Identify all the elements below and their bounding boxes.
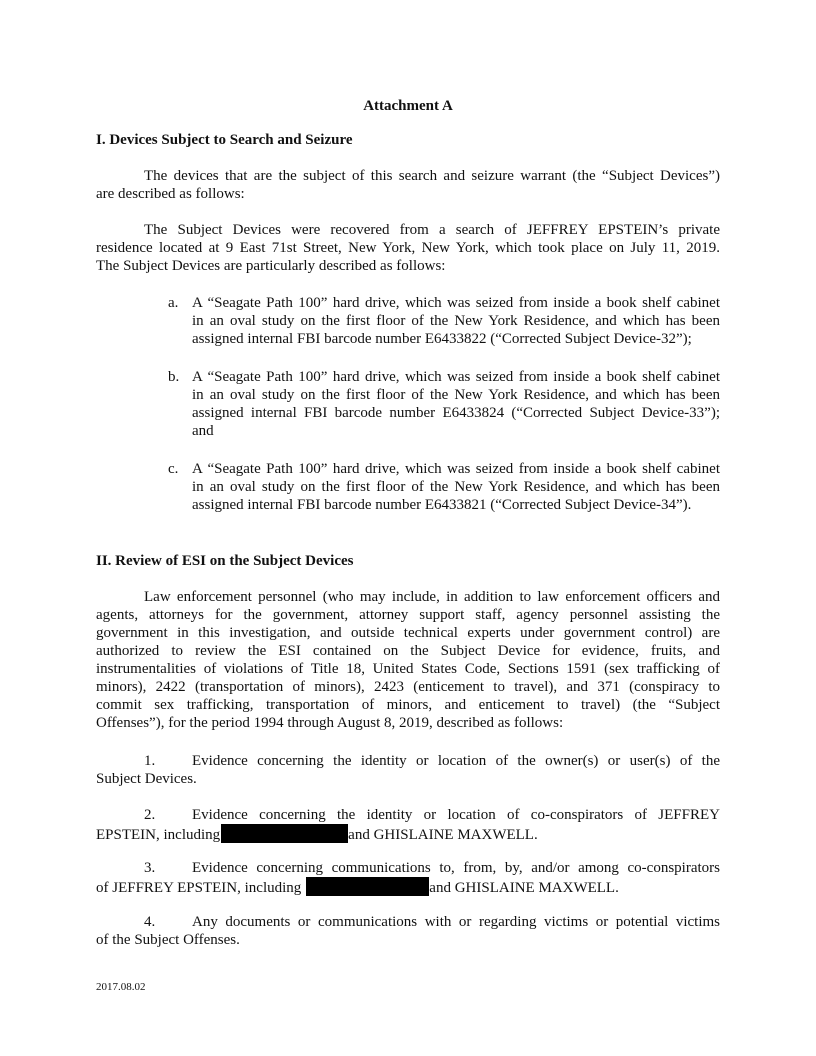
line-text: and GHISLAINE MAXWELL. — [348, 827, 538, 843]
line-text: EPSTEIN, including — [96, 827, 221, 843]
paragraph-line: government in this investigation, and outside technical experts under government control) are — [96, 625, 720, 641]
item-number: 3. — [144, 860, 156, 876]
item-marker: b. — [168, 369, 180, 385]
section-2-heading: II. Review of ESI on the Subject Devices — [96, 553, 354, 569]
paragraph-line: The devices that are the subject of this search and seizure warrant (the “Subject Devices”) — [144, 168, 720, 184]
item-line: Evidence concerning the identity or location of co-conspirators of JEFFREY — [192, 807, 720, 823]
paragraph-line: authorized to review the ESI contained on the Subject Device for evidence, fruits, and — [96, 643, 720, 659]
item-line: A “Seagate Path 100” hard drive, which was seized from inside a book shelf cabinet — [192, 369, 720, 385]
item-line: Subject Devices. — [96, 771, 197, 787]
paragraph-line: are described as follows: — [96, 186, 245, 202]
item-line: assigned internal FBI barcode number E6433824 (“Corrected Subject Device-33”); — [192, 405, 720, 421]
item-line: of the Subject Offenses. — [96, 932, 240, 948]
paragraph-line: The Subject Devices are particularly described as follows: — [96, 258, 446, 274]
item-line: assigned internal FBI barcode number E6433822 (“Corrected Subject Device-32”); — [192, 331, 692, 347]
item-number: 1. — [144, 753, 156, 769]
item-line: and — [192, 423, 214, 439]
item-line: Evidence concerning the identity or location of the owner(s) or user(s) of the — [192, 753, 720, 769]
page-title: Attachment A — [363, 98, 453, 114]
item-marker: a. — [168, 295, 179, 311]
item-number: 4. — [144, 914, 156, 930]
item-marker: c. — [168, 461, 179, 477]
item-line: in an oval study on the first floor of the New York Residence, and which has been — [192, 387, 720, 403]
item-line — [96, 877, 720, 897]
paragraph-line: residence located at 9 East 71st Street, New York, New York, which took place on July 11, 2019. — [96, 240, 720, 256]
item-line: in an oval study on the first floor of the New York Residence, and which has been — [192, 313, 720, 329]
item-line: Evidence concerning communications to, from, by, and/or among co-conspirators — [192, 860, 720, 876]
paragraph-line: instrumentalities of violations of Title 18, United States Code, Sections 1591 (sex trafficking of — [96, 661, 720, 677]
item-line: A “Seagate Path 100” hard drive, which was seized from inside a book shelf cabinet — [192, 461, 720, 477]
item-line: in an oval study on the first floor of the New York Residence, and which has been — [192, 479, 720, 495]
line-text: of JEFFREY EPSTEIN, including — [96, 880, 302, 896]
item-line: Any documents or communications with or regarding victims or potential victims — [192, 914, 720, 930]
item-line: A “Seagate Path 100” hard drive, which was seized from inside a book shelf cabinet — [192, 295, 720, 311]
paragraph-line: Offenses”), for the period 1994 through August 8, 2019, described as follows: — [96, 715, 564, 731]
line-text: and GHISLAINE MAXWELL. — [429, 880, 619, 896]
redaction-box — [221, 824, 348, 843]
paragraph-line: The Subject Devices were recovered from a search of JEFFREY EPSTEIN’s private — [144, 222, 720, 238]
footer-date-code: 2017.08.02 — [96, 981, 146, 993]
paragraph-line: agents, attorneys for the government, attorney support staff, agency personnel assisting the — [96, 607, 720, 623]
paragraph-line: commit sex trafficking, transportation of minors, and enticement to travel) (the “Subject — [96, 697, 720, 713]
section-1-heading: I. Devices Subject to Search and Seizure — [96, 132, 353, 148]
item-number: 2. — [144, 807, 156, 823]
paragraph-line: Law enforcement personnel (who may include, in addition to law enforcement officers and — [144, 589, 720, 605]
item-line — [96, 824, 720, 844]
paragraph-line: minors), 2422 (transportation of minors), 2423 (enticement to travel), and 371 (conspiracy to — [96, 679, 720, 695]
item-line: assigned internal FBI barcode number E6433821 (“Corrected Subject Device-34”). — [192, 497, 692, 513]
redaction-box — [306, 877, 429, 896]
